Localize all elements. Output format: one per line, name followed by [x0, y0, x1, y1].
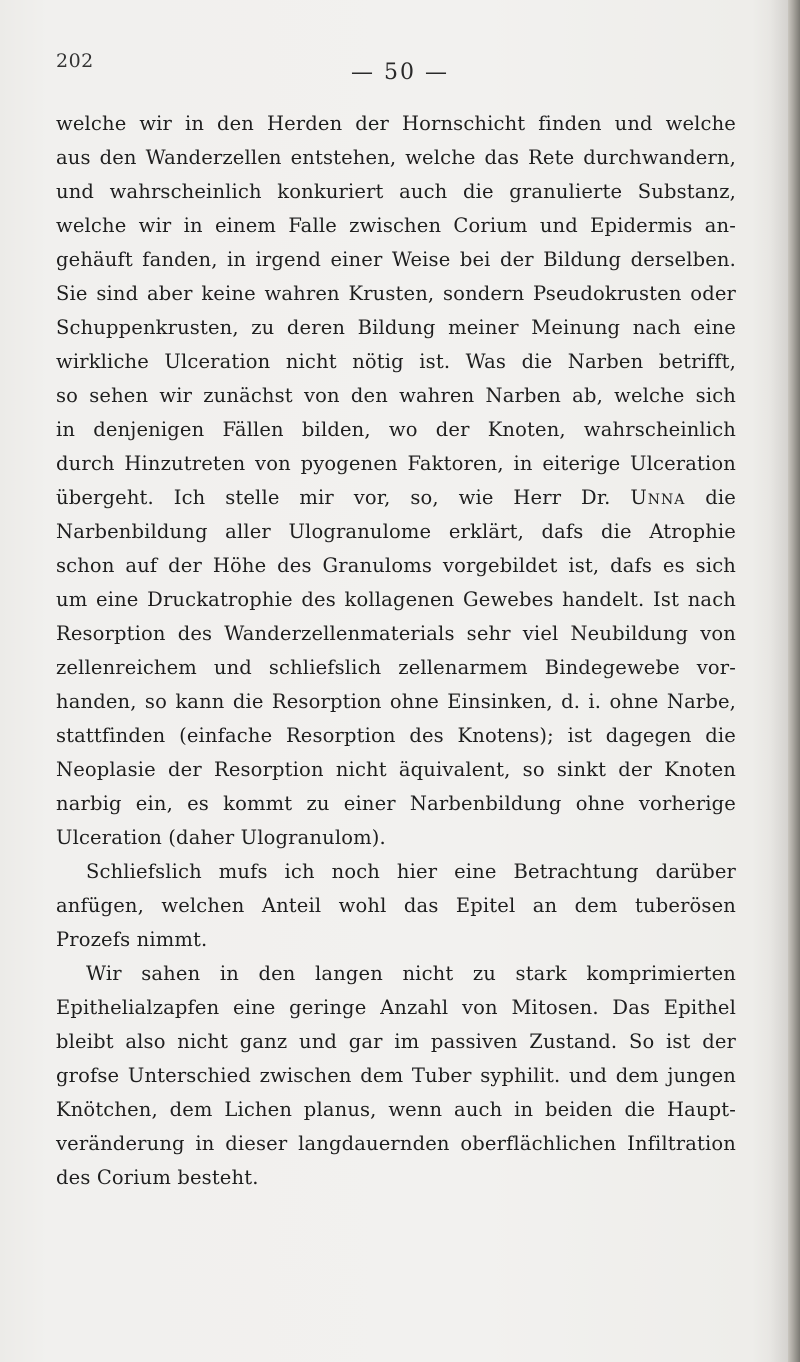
book-spine-edge — [788, 0, 800, 1362]
text-line: um eine Druckatrophie des kollagenen Gewebes handelt. Ist nach — [56, 588, 736, 611]
text-line: aus den Wanderzellen entstehen, welche das Rete durchwandern, — [56, 146, 736, 169]
text-line: schon auf der Höhe des Granuloms vorgebildet ist, dafs es sich — [56, 554, 736, 577]
text-line: welche wir in den Herden der Hornschicht finden und welche — [56, 112, 736, 135]
text-line: des Corium besteht. — [56, 1166, 259, 1189]
text-line: Resorption des Wanderzellenmaterials sehr viel Neubildung von — [56, 622, 736, 645]
text-line: Knötchen, dem Lichen planus, wenn auch in beiden die Haupt- — [56, 1098, 736, 1121]
text-line-segment: die — [685, 486, 736, 509]
text-line: gehäuft fanden, in irgend einer Weise bei der Bildung derselben. — [56, 248, 736, 271]
text-line: welche wir in einem Falle zwischen Corium und Epidermis an- — [56, 214, 736, 237]
text-line: grofse Unterschied zwischen dem Tuber syphilit. und dem jungen — [56, 1064, 736, 1087]
text-line: Ulceration (daher Ulogranulom). — [56, 826, 386, 849]
text-line: bleibt also nicht ganz und gar im passiven Zustand. So ist der — [56, 1030, 736, 1053]
text-line: wirkliche Ulceration nicht nötig ist. Was die Narben betrifft, — [56, 350, 736, 373]
text-line: anfügen, welchen Anteil wohl das Epitel an dem tuberösen — [56, 894, 736, 917]
text-line: Sie sind aber keine wahren Krusten, sondern Pseudokrusten oder — [56, 282, 736, 305]
body-text — [56, 107, 736, 1195]
running-head-page-number: — 50 — — [351, 60, 449, 85]
text-line: handen, so kann die Resorption ohne Einsinken, d. i. ohne Narbe, — [56, 690, 736, 713]
text-line: in denjenigen Fällen bilden, wo der Knoten, wahrscheinlich — [56, 418, 736, 441]
gutter-shadow — [770, 0, 788, 1362]
author-name: Unna — [630, 486, 686, 509]
text-line: durch Hinzutreten von pyogenen Faktoren, in eiterige Ulceration — [56, 452, 736, 475]
page-folio-number: 202 — [56, 50, 94, 72]
text-line-with-author — [56, 481, 736, 515]
text-line: Narbenbildung aller Ulogranulome erklärt, dafs die Atrophie — [56, 520, 736, 543]
text-line-paragraph-start: Schliefslich mufs ich noch hier eine Betrachtung darüber — [86, 860, 736, 883]
text-line: narbig ein, es kommt zu einer Narbenbildung ohne vorherige — [56, 792, 736, 815]
text-line-segment: übergeht. Ich stelle mir vor, so, wie Herr Dr. — [56, 486, 611, 509]
text-line: Prozefs nimmt. — [56, 928, 208, 951]
text-line-paragraph-start: Wir sahen in den langen nicht zu stark komprimierten — [86, 962, 736, 985]
text-line: und wahrscheinlich konkuriert auch die granulierte Substanz, — [56, 180, 736, 203]
text-line: so sehen wir zunächst von den wahren Narben ab, welche sich — [56, 384, 736, 407]
text-line: zellenreichem und schliefslich zellenarmem Bindegewebe vor- — [56, 656, 736, 679]
text-line: veränderung in dieser langdauernden oberflächlichen Infiltration — [56, 1132, 736, 1155]
text-line: Epithelialzapfen eine geringe Anzahl von Mitosen. Das Epithel — [56, 996, 736, 1019]
text-line: Schuppenkrusten, zu deren Bildung meiner Meinung nach eine — [56, 316, 736, 339]
text-line: stattfinden (einfache Resorption des Knotens); ist dagegen die — [56, 724, 736, 747]
text-line: Neoplasie der Resorption nicht äquivalent, so sinkt der Knoten — [56, 758, 736, 781]
